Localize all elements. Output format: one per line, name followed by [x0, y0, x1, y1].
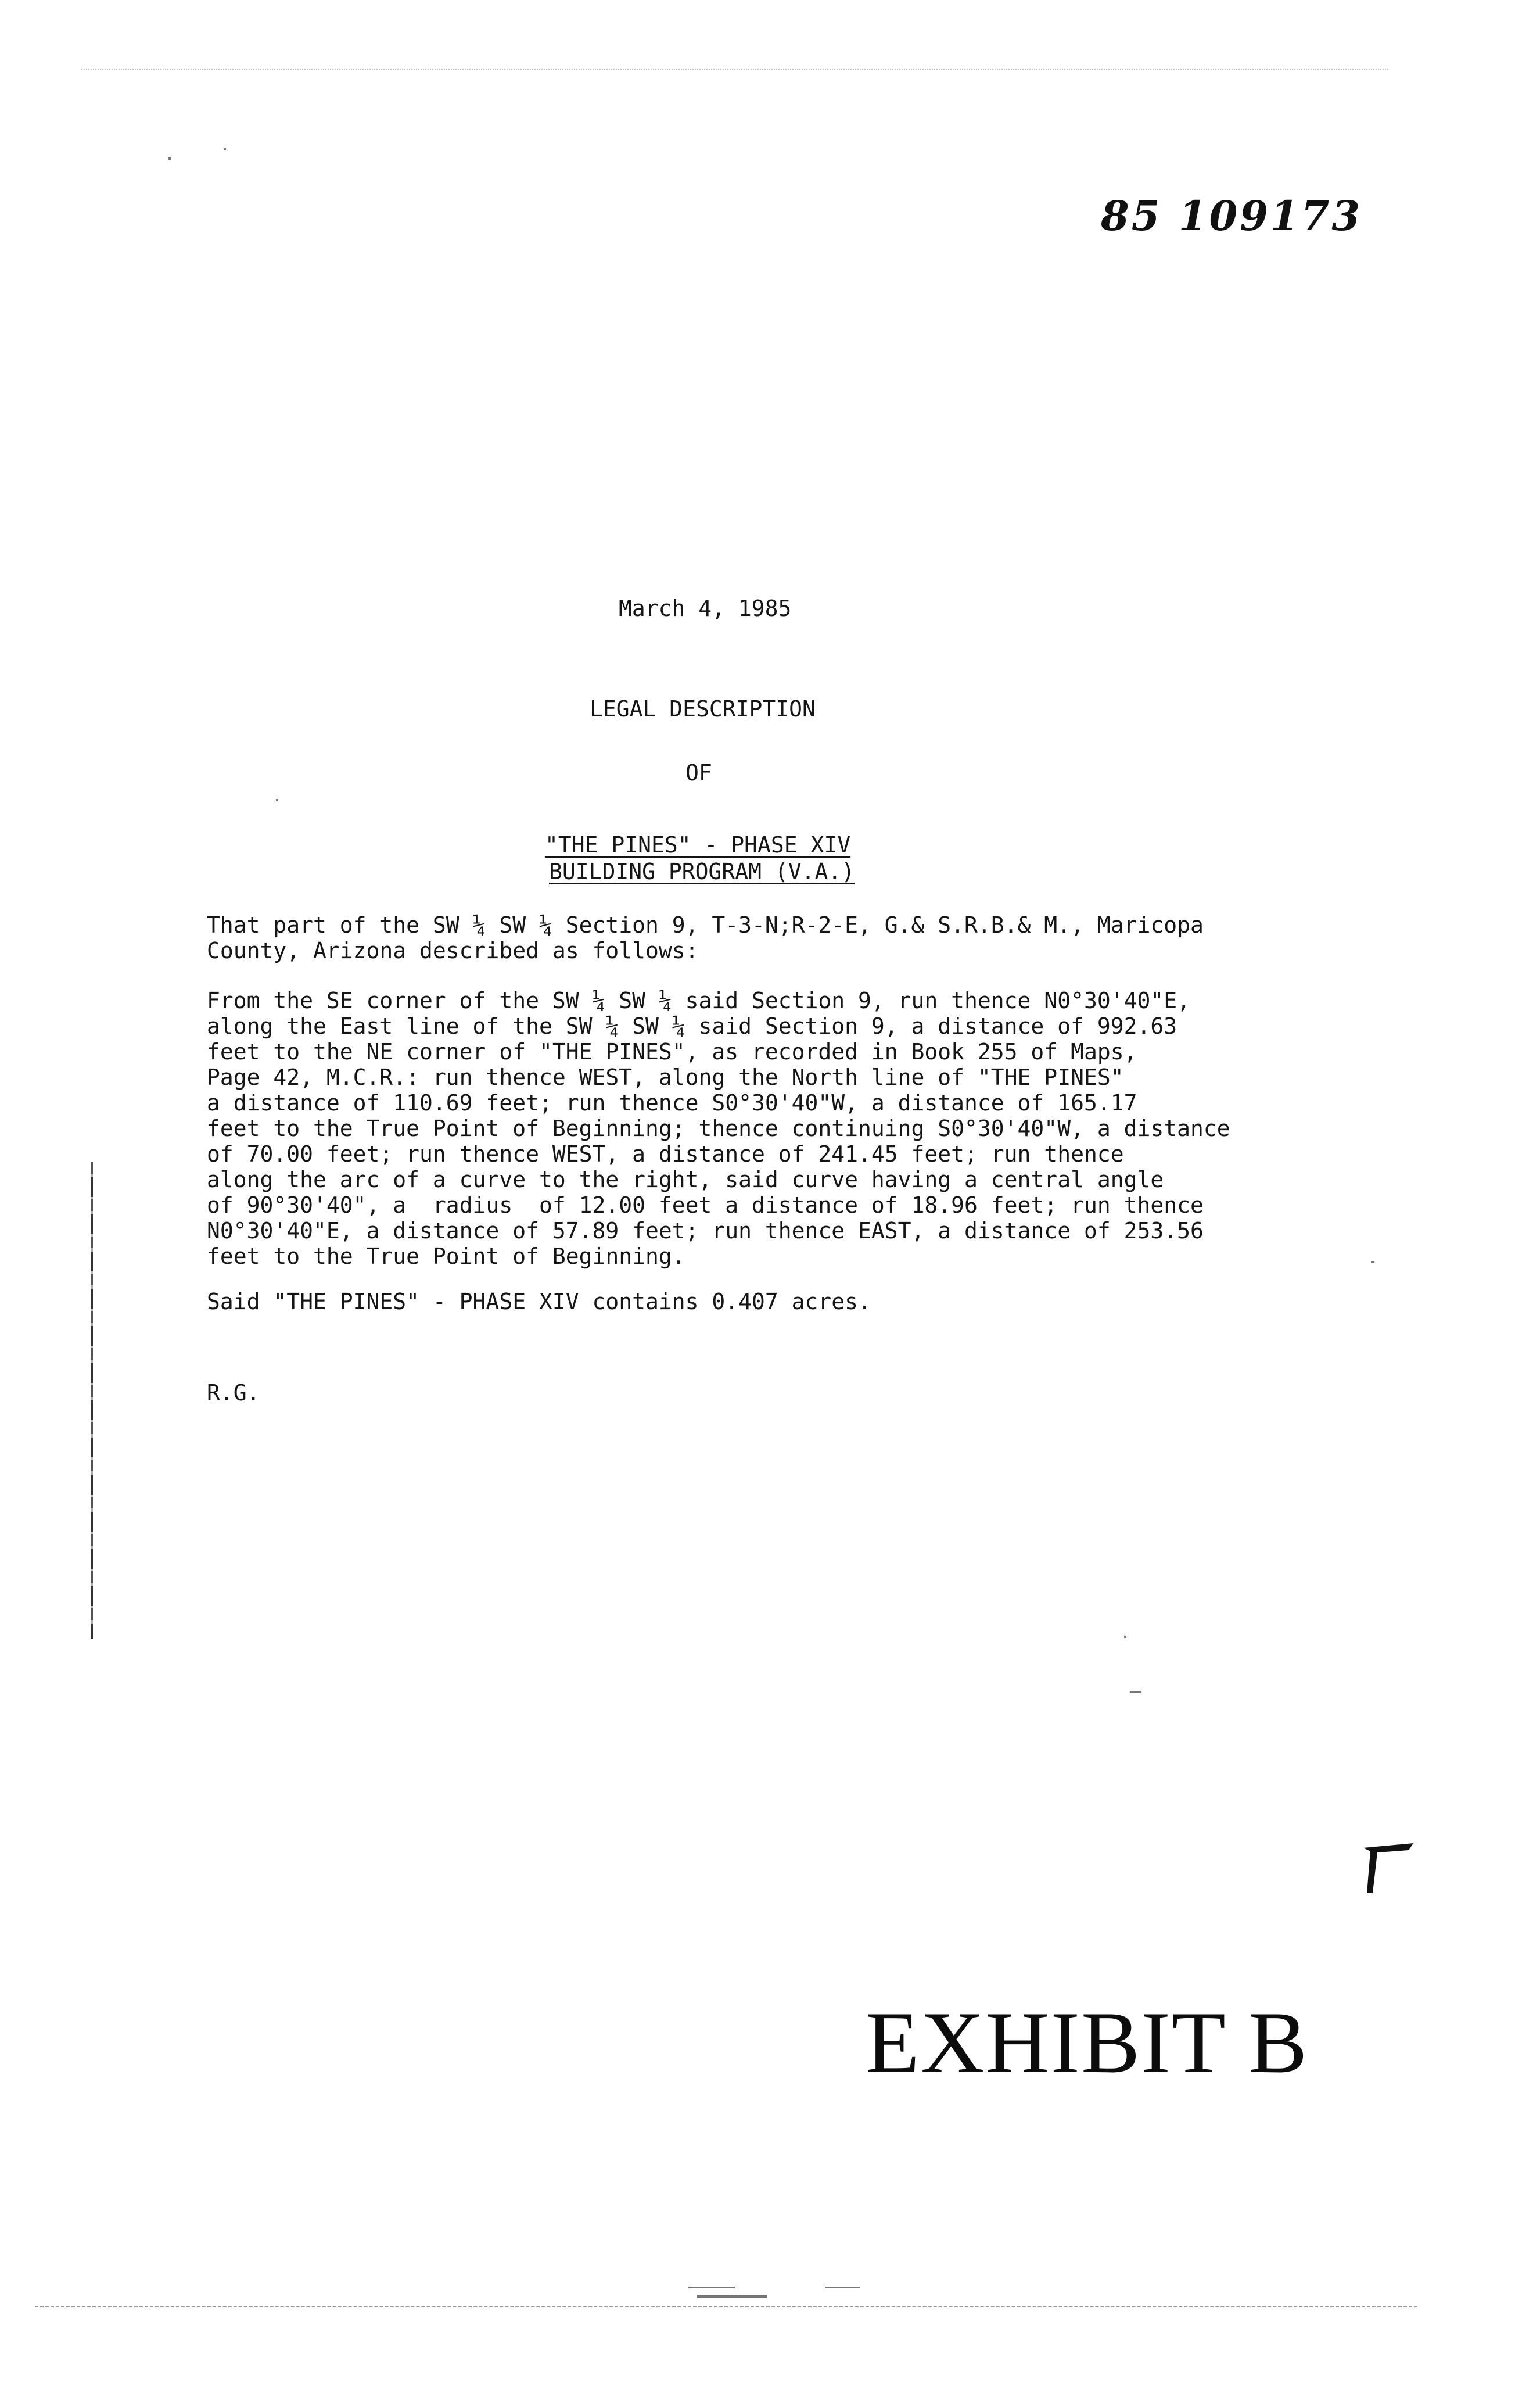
scan-speck [825, 2287, 860, 2288]
paragraph-line: From the SE corner of the SW ¼ SW ¼ said Section 9, run thence N0°30'40"E, [207, 988, 1190, 1013]
paragraph-line: feet to the True Point of Beginning. [207, 1244, 685, 1269]
heading-of: OF [685, 760, 712, 786]
scan-speck [688, 2287, 735, 2288]
paragraph-line: along the arc of a curve to the right, said curve having a central angle [207, 1167, 1164, 1192]
exhibit-label: EXHIBIT B [866, 1994, 1309, 2091]
scan-speck [168, 157, 171, 160]
scan-speck [1130, 1691, 1141, 1693]
recording-number: 85 109173 [1101, 192, 1363, 240]
paragraph-line: feet to the NE corner of "THE PINES", as recorded in Book 255 of Maps, [207, 1039, 1137, 1065]
paragraph-line: That part of the SW ¼ SW ¼ Section 9, T-3-N;R-2-E, G.& S.R.B.& M., Maricopa [207, 912, 1204, 938]
property-title: "THE PINES" - PHASE XIV [545, 832, 851, 858]
document-heading: LEGAL DESCRIPTION [590, 696, 816, 722]
scan-speck [1124, 1636, 1126, 1638]
paragraph-line: County, Arizona described as follows: [207, 938, 699, 963]
scan-speck [276, 799, 278, 801]
scan-speck [1371, 1261, 1374, 1263]
acreage-statement [207, 1289, 1252, 1314]
paragraph-line: Said "THE PINES" - PHASE XIV contains 0.407 acres. [207, 1289, 871, 1314]
scan-edge-artifact [81, 69, 1388, 70]
paragraph-line: N0°30'40"E, a distance of 57.89 feet; run thence EAST, a distance of 253.56 [207, 1218, 1204, 1244]
author-initials: R.G. [207, 1380, 260, 1406]
paragraph-line: along the East line of the SW ¼ SW ¼ said Section 9, a distance of 992.63 [207, 1013, 1177, 1039]
scan-edge-artifact [91, 1162, 93, 1639]
corner-mark-icon [1362, 1842, 1415, 1894]
intro-paragraph [207, 912, 1252, 963]
paragraph-line: a distance of 110.69 feet; run thence S0°30'40"W, a distance of 165.17 [207, 1090, 1137, 1116]
scan-edge-artifact [35, 2306, 1417, 2307]
paragraph-line: feet to the True Point of Beginning; thence continuing S0°30'40"W, a distance [207, 1116, 1230, 1141]
paragraph-line: of 70.00 feet; run thence WEST, a distance of 241.45 feet; run thence [207, 1141, 1124, 1167]
document-date: March 4, 1985 [619, 596, 792, 621]
scan-speck [697, 2295, 767, 2298]
program-title: BUILDING PROGRAM (V.A.) [549, 859, 855, 884]
paragraph-line: of 90°30'40", a radius of 12.00 feet a distance of 18.96 feet; run thence [207, 1192, 1204, 1218]
metes-and-bounds-paragraph [207, 988, 1252, 1269]
scan-speck [224, 148, 226, 150]
paragraph-line: Page 42, M.C.R.: run thence WEST, along the North line of "THE PINES" [207, 1065, 1124, 1090]
